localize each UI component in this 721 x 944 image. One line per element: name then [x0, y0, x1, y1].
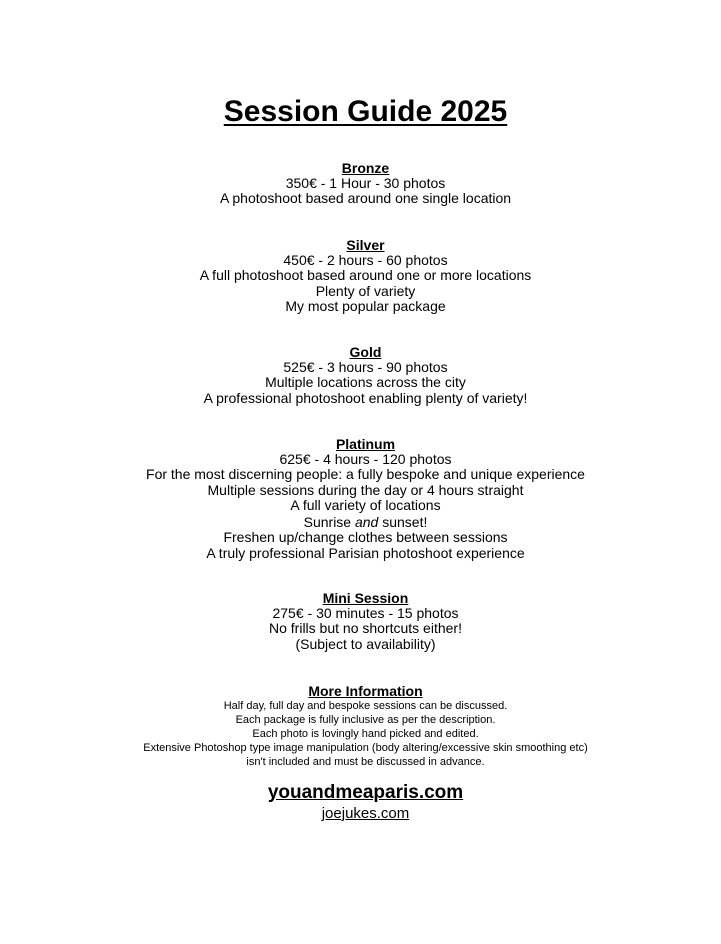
- more-info-line: Each photo is lovingly hand picked and edited.: [252, 728, 479, 740]
- website-link-primary-text[interactable]: youandmeaparis.com: [267, 782, 464, 803]
- package-platinum: [0, 436, 721, 561]
- package-price-line: 450€ - 2 hours - 60 photos: [283, 252, 448, 268]
- more-info-heading: More Information: [308, 683, 423, 699]
- package-detail-line: Plenty of variety: [315, 282, 416, 299]
- package-heading: Mini Session: [322, 590, 409, 606]
- package-mini-session: [0, 590, 721, 652]
- package-detail-line: A full photoshoot based around one or more locations: [199, 267, 532, 284]
- package-detail-line: A professional photoshoot enabling plenty of variety!: [203, 389, 528, 406]
- page-title: Session Guide 2025: [223, 95, 508, 128]
- package-detail-line: My most popular package: [285, 298, 446, 315]
- package-detail-line: A photoshoot based around one single location: [219, 190, 512, 207]
- package-price-line: 275€ - 30 minutes - 15 photos: [272, 605, 459, 621]
- package-price-line: 525€ - 3 hours - 90 photos: [283, 359, 448, 375]
- sunrise-prefix: Sunrise: [303, 513, 355, 530]
- package-detail-line-sunrise: [0, 514, 721, 531]
- more-information: [0, 683, 721, 769]
- more-info-line: Extensive Photoshop type image manipulation (body altering/excessive skin smoothing etc): [143, 742, 588, 754]
- package-detail-line: Multiple sessions during the day or 4 hours straight: [207, 481, 524, 498]
- package-bronze: [0, 160, 721, 207]
- website-link-secondary-text[interactable]: joejukes.com: [321, 805, 410, 822]
- package-detail-line: Multiple locations across the city: [265, 374, 466, 391]
- website-link-secondary[interactable]: [0, 805, 721, 823]
- package-detail-line: (Subject to availability): [295, 635, 436, 652]
- package-silver: [0, 237, 721, 315]
- package-heading: Bronze: [341, 160, 390, 176]
- package-price-line: 350€ - 1 Hour - 30 photos: [285, 175, 446, 191]
- package-detail-line: No frills but no shortcuts either!: [269, 620, 462, 637]
- package-detail-line: A truly professional Parisian photoshoot experience: [206, 544, 525, 561]
- more-info-line: Each package is fully inclusive as per the description.: [235, 714, 496, 726]
- package-detail-line: For the most discerning people: a fully bespoke and unique experience: [146, 466, 585, 483]
- more-info-line: isn't included and must be discussed in advance.: [246, 756, 485, 768]
- package-heading: Platinum: [335, 436, 396, 452]
- package-heading: Gold: [349, 344, 382, 360]
- website-link-primary[interactable]: [0, 782, 721, 804]
- more-info-line: Half day, full day and bespoke sessions can be discussed.: [223, 700, 508, 712]
- sunrise-suffix: sunset!: [378, 513, 428, 530]
- package-gold: [0, 344, 721, 406]
- package-detail-line: A full variety of locations: [290, 497, 441, 514]
- sunrise-emphasis: and: [354, 513, 379, 530]
- package-heading: Silver: [346, 237, 385, 253]
- package-detail-line: Freshen up/change clothes between sessions: [223, 529, 508, 546]
- package-price-line: 625€ - 4 hours - 120 photos: [279, 451, 452, 467]
